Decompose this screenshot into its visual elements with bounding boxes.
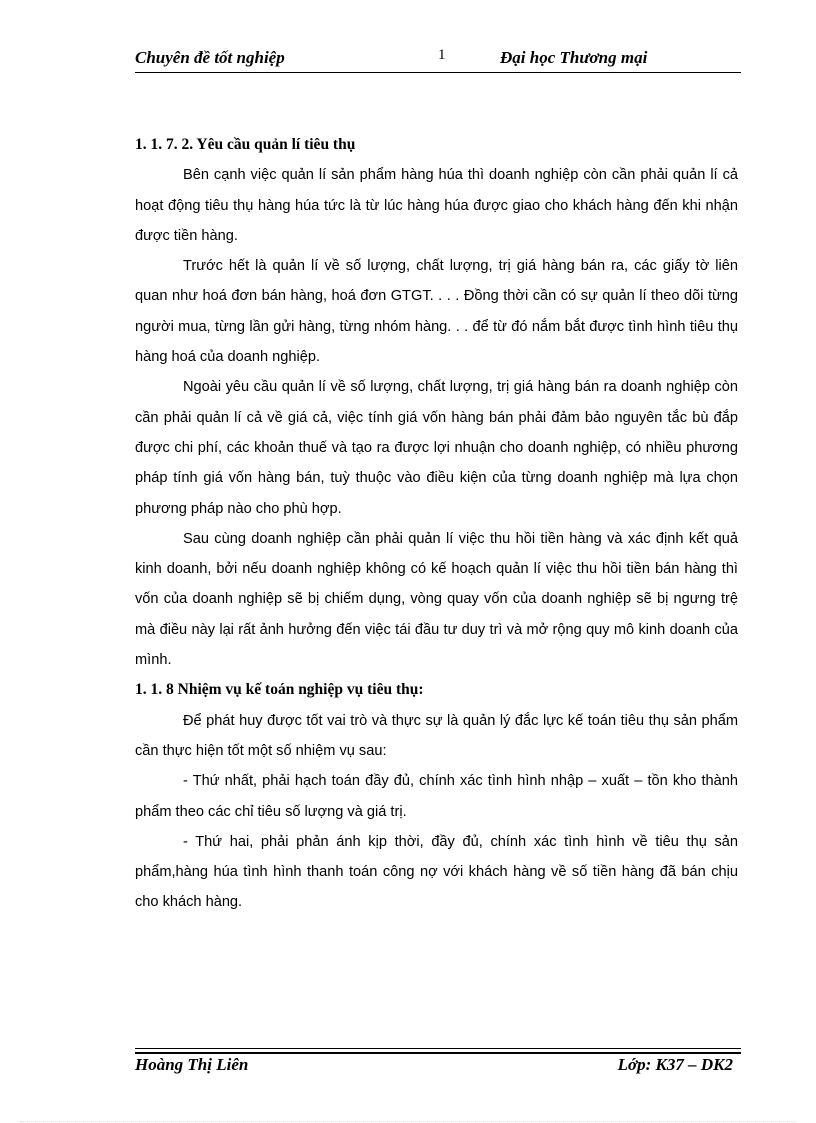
- list-item: - Thứ nhất, phải hạch toán đầy đủ, chính xác tình hình nhập – xuất – tồn kho thành phẩm theo các chỉ tiêu số lượng và giá trị.: [135, 773, 738, 820]
- paragraph: Ngoài yêu cầu quản lí về số lượng, chất lượng, trị giá hàng bán ra doanh nghiệp còn cần phải quản lí cả về giá cả, việc tính giá vốn hàng bán phải đảm bảo nguyên tắc bù đắp được chi phí, các khoản thuế và tạo ra được lợi nhuận cho doanh nghiệp, có nhiều phương pháp tính giá vốn hàng bán, tuỳ thuộc vào điều kiện của từng doanh nghiệp mà lựa chọn phương pháp nào cho phù hợp.: [135, 379, 738, 517]
- section-heading-1-1-8: 1. 1. 8 Nhiệm vụ kế toán nghiệp vụ tiêu thụ:: [135, 681, 424, 699]
- page-header: [135, 48, 741, 73]
- page-number: 1: [438, 47, 446, 63]
- page-bottom-divider: [20, 1121, 796, 1122]
- paragraph: Sau cùng doanh nghiệp cần phải quản lí việc thu hồi tiền hàng và xác định kết quả kinh doanh, bởi nếu doanh nghiệp không có kế hoạch quản lí việc thu hồi tiền bán hàng thì vốn của doanh nghiệp sẽ bị chiếm dụng, vòng quay vốn của doanh nghiệp sẽ bị ngưng trệ mà điều này lại rất ảnh hưởng đến việc tái đầu tư duy trì và mở rộng quy mô kinh doanh của mình.: [135, 530, 738, 669]
- header-thesis-title: Chuyên đề tốt nghiệp: [135, 48, 285, 67]
- header-university: Đại học Thương mại: [500, 48, 648, 67]
- footer-class: Lớp: K37 – DK2: [617, 1055, 733, 1074]
- list-item: - Thứ hai, phải phản ánh kịp thời, đầy đủ, chính xác tình hình về tiêu thụ sản phẩm,hàng húa tình hình thanh toán công nợ với khách hàng về số tiền hàng đã bán chịu cho khách hàng.: [135, 833, 738, 911]
- page-footer: [135, 1048, 741, 1074]
- paragraph: Để phát huy được tốt vai trò và thực sự là quản lý đắc lực kế toán tiêu thụ sản phẩm cần thực hiện tốt một số nhiệm vụ sau:: [135, 712, 738, 759]
- paragraph: Bên cạnh việc quản lí sản phẩm hàng húa thì doanh nghiệp còn cần phải quản lí cả hoạt động tiêu thụ hàng húa tức là từ lúc hàng húa được giao cho khách hàng đến khi nhận được tiền hàng.: [135, 167, 738, 244]
- document-body: [135, 130, 738, 918]
- footer-author: Hoàng Thị Liên: [135, 1055, 249, 1074]
- paragraph: Trước hết là quản lí về số lượng, chất lượng, trị giá hàng bán ra, các giấy tờ liên quan như hoá đơn bán hàng, hoá đơn GTGT. . . . Đồng thời cần có sự quản lí theo dõi từng người mua, từng lần gửi hàng, từng nhóm hàng. . . để từ đó nắm bắt được tình hình tiêu thụ hàng hoá của doanh nghiệp.: [135, 258, 738, 366]
- section-heading-1-1-7-2: 1. 1. 7. 2. Yêu cầu quản lí tiêu thụ: [135, 136, 356, 153]
